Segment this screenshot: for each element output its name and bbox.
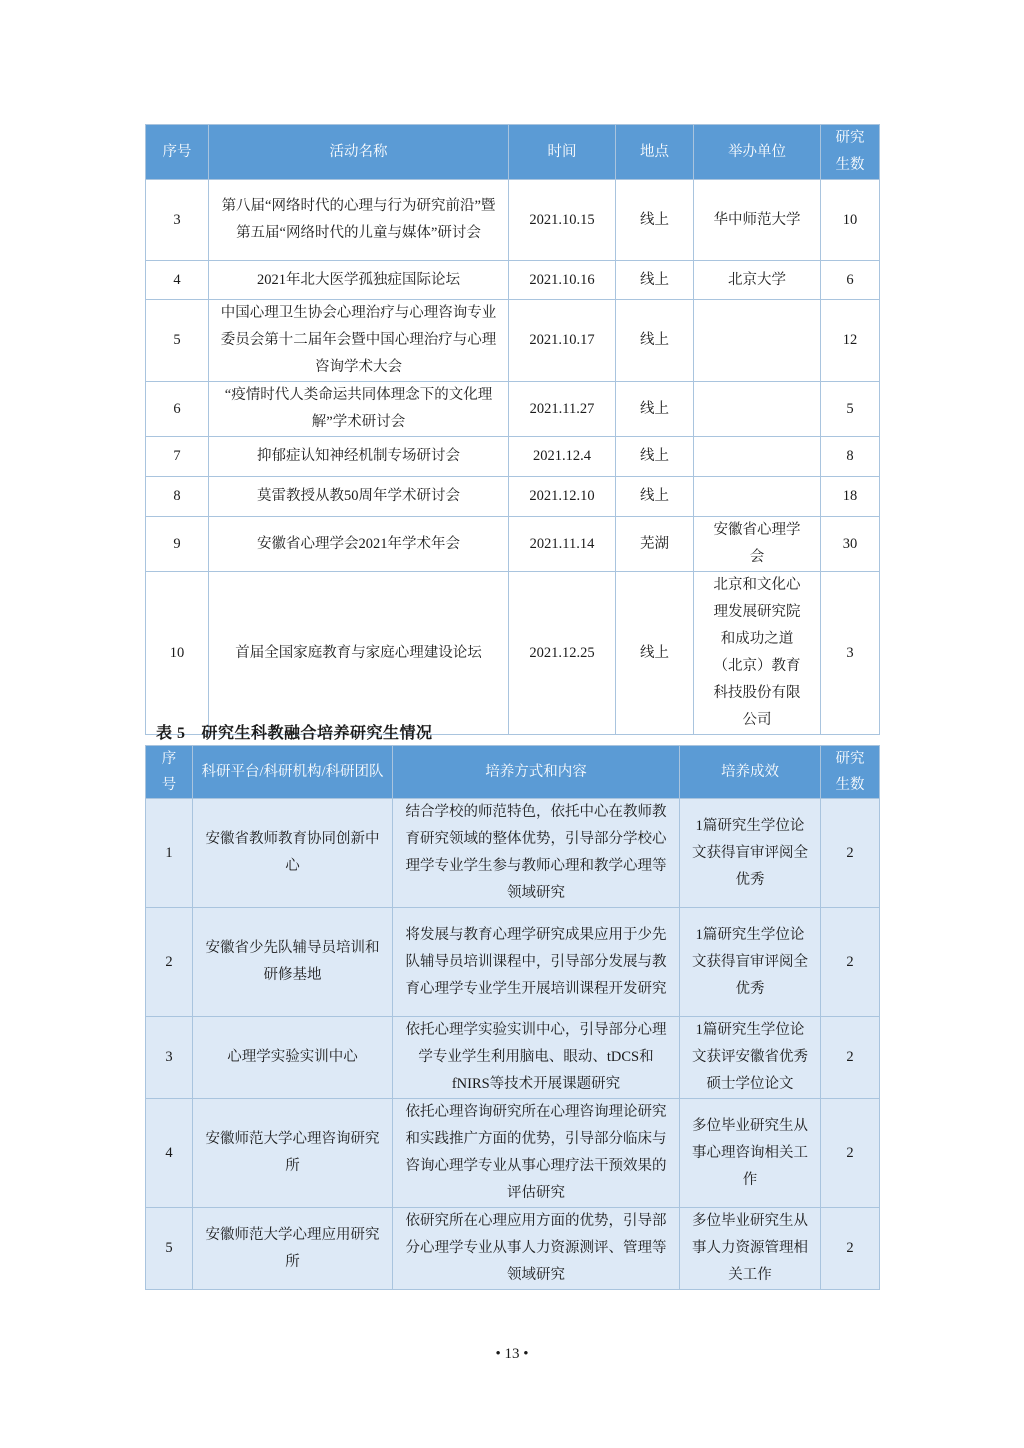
- activity-date: 2021.12.4: [509, 437, 616, 477]
- table-row: [146, 517, 880, 572]
- student-count: 5: [821, 382, 880, 437]
- table-row: [146, 1208, 880, 1290]
- row-number: 8: [146, 477, 209, 517]
- row-number: 6: [146, 382, 209, 437]
- row-number: 9: [146, 517, 209, 572]
- activity-date: 2021.10.15: [509, 180, 616, 261]
- student-count: 2: [821, 908, 880, 1017]
- activity-place: 线上: [616, 300, 694, 382]
- table-row: [146, 908, 880, 1017]
- header-student-count: 研究生数: [821, 125, 880, 180]
- header-method: 培养方式和内容: [393, 746, 680, 799]
- activity-place: 线上: [616, 477, 694, 517]
- activity-date: 2021.11.14: [509, 517, 616, 572]
- training-method: 将发展与教育心理学研究成果应用于少先队辅导员培训课程中，引导部分发展与教育心理学专业学生开展培训课程开发研究: [393, 908, 680, 1017]
- header-place: 地点: [616, 125, 694, 180]
- header-organizer: 举办单位: [694, 125, 821, 180]
- activity-date: 2021.12.10: [509, 477, 616, 517]
- row-number: 5: [146, 300, 209, 382]
- row-number: 1: [146, 799, 193, 908]
- table-row: [146, 799, 880, 908]
- row-number: 3: [146, 1017, 193, 1099]
- training-method: 依托心理咨询研究所在心理咨询理论研究和实践推广方面的优势，引导部分临床与咨询心理学专业从事心理疗法干预效果的评估研究: [393, 1099, 680, 1208]
- activity-place: 线上: [616, 572, 694, 735]
- activity-place: 线上: [616, 382, 694, 437]
- student-count: 3: [821, 572, 880, 735]
- table-header-row: [146, 125, 880, 180]
- research-platform: 安徽师范大学心理咨询研究所: [193, 1099, 393, 1208]
- training-result: 1篇研究生学位论文获得盲审评阅全优秀: [680, 799, 821, 908]
- table-row: [146, 1017, 880, 1099]
- row-number: 7: [146, 437, 209, 477]
- research-platform: 安徽省少先队辅导员培训和研修基地: [193, 908, 393, 1017]
- student-count: 18: [821, 477, 880, 517]
- activity-name: 抑郁症认知神经机制专场研讨会: [209, 437, 509, 477]
- row-number: 3: [146, 180, 209, 261]
- student-count: 2: [821, 799, 880, 908]
- student-count: 12: [821, 300, 880, 382]
- student-count: 2: [821, 1017, 880, 1099]
- header-no: 序号: [146, 125, 209, 180]
- table-row: [146, 180, 880, 261]
- activity-place: 线上: [616, 437, 694, 477]
- table-row: [146, 300, 880, 382]
- activity-name: 安徽省心理学会2021年学术年会: [209, 517, 509, 572]
- row-number: 4: [146, 1099, 193, 1208]
- training-result: 多位毕业研究生从事心理咨询相关工作: [680, 1099, 821, 1208]
- activity-name: 莫雷教授从教50周年学术研讨会: [209, 477, 509, 517]
- training-method: 依托心理学实验实训中心，引导部分心理学专业学生利用脑电、眼动、tDCS和fNIRS等技术开展课题研究: [393, 1017, 680, 1099]
- page-number: • 13 •: [495, 1346, 529, 1362]
- research-platform: 安徽省教师教育协同创新中心: [193, 799, 393, 908]
- table5-caption-number: 表 5: [156, 725, 186, 742]
- header-platform: 科研平台/科研机构/科研团队: [193, 746, 393, 799]
- header-student-count: 研究生数: [821, 746, 880, 799]
- table-header-row: [146, 746, 880, 799]
- activity-place: 线上: [616, 180, 694, 261]
- activities-table: [145, 124, 880, 735]
- row-number: 2: [146, 908, 193, 1017]
- table-row: [146, 1099, 880, 1208]
- student-count: 6: [821, 261, 880, 300]
- organizer: 华中师范大学: [694, 180, 821, 261]
- organizer: 安徽省心理学会: [694, 517, 821, 572]
- student-count: 2: [821, 1208, 880, 1290]
- organizer: [694, 300, 821, 382]
- header-activity-name: 活动名称: [209, 125, 509, 180]
- student-count: 10: [821, 180, 880, 261]
- row-number: 10: [146, 572, 209, 735]
- organizer: [694, 382, 821, 437]
- activity-date: 2021.10.17: [509, 300, 616, 382]
- student-count: 2: [821, 1099, 880, 1208]
- training-table: [145, 745, 880, 1290]
- training-method: 结合学校的师范特色，依托中心在教师教育研究领域的整体优势，引导部分学校心理学专业学生参与教师心理和教学心理等领域研究: [393, 799, 680, 908]
- table-row: [146, 572, 880, 735]
- activity-name: 2021年北大医学孤独症国际论坛: [209, 261, 509, 300]
- student-count: 8: [821, 437, 880, 477]
- research-platform: 心理学实验实训中心: [193, 1017, 393, 1099]
- activity-name: 第八届“网络时代的心理与行为研究前沿”暨第五届“网络时代的儿童与媒体”研讨会: [209, 180, 509, 261]
- table5-caption-text: 研究生科教融合培养研究生情况: [201, 725, 433, 742]
- organizer: [694, 437, 821, 477]
- header-result: 培养成效: [680, 746, 821, 799]
- activity-name: 首届全国家庭教育与家庭心理建设论坛: [209, 572, 509, 735]
- activity-name: “疫情时代人类命运共同体理念下的文化理解”学术研讨会: [209, 382, 509, 437]
- table-row: [146, 382, 880, 437]
- research-platform: 安徽师范大学心理应用研究所: [193, 1208, 393, 1290]
- organizer: 北京大学: [694, 261, 821, 300]
- activity-date: 2021.12.25: [509, 572, 616, 735]
- table-row: [146, 261, 880, 300]
- organizer: 北京和文化心理发展研究院和成功之道（北京）教育科技股份有限公司: [694, 572, 821, 735]
- activity-place: 线上: [616, 261, 694, 300]
- header-no: 序号: [146, 746, 193, 799]
- table5-caption: [156, 720, 433, 743]
- activity-date: 2021.11.27: [509, 382, 616, 437]
- header-date: 时间: [509, 125, 616, 180]
- activity-name: 中国心理卫生协会心理治疗与心理咨询专业委员会第十二届年会暨中国心理治疗与心理咨询学术大会: [209, 300, 509, 382]
- training-result: 1篇研究生学位论文获评安徽省优秀硕士学位论文: [680, 1017, 821, 1099]
- activity-date: 2021.10.16: [509, 261, 616, 300]
- table-row: [146, 437, 880, 477]
- training-method: 依研究所在心理应用方面的优势，引导部分心理学专业从事人力资源测评、管理等领域研究: [393, 1208, 680, 1290]
- organizer: [694, 477, 821, 517]
- table-row: [146, 477, 880, 517]
- row-number: 5: [146, 1208, 193, 1290]
- student-count: 30: [821, 517, 880, 572]
- training-result: 1篇研究生学位论文获得盲审评阅全优秀: [680, 908, 821, 1017]
- training-result: 多位毕业研究生从事人力资源管理相关工作: [680, 1208, 821, 1290]
- activity-place: 芜湖: [616, 517, 694, 572]
- row-number: 4: [146, 261, 209, 300]
